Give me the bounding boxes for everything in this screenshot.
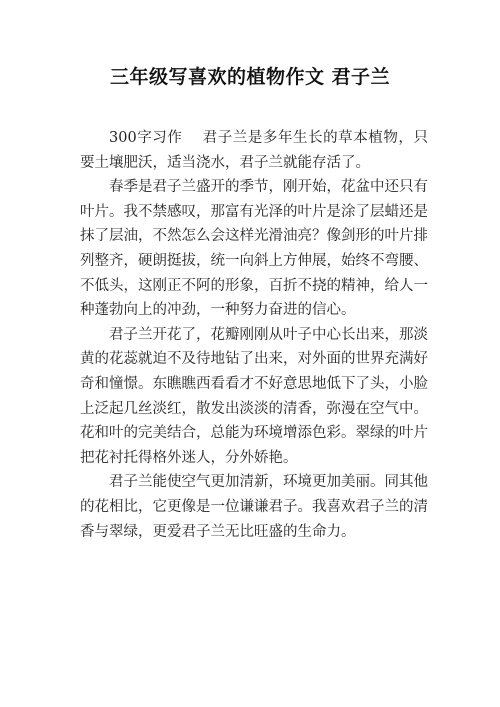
paragraph-4: 君子兰能使空气更加清新，环境更加美丽。同其他的花相比，它更像是一位谦谦君子。我喜欢君子兰的清香与翠绿，更爱君子兰无比旺盛的生命力。 xyxy=(80,474,428,540)
paragraph-3: 君子兰开花了，花瓣刚刚从叶子中心长出来，那淡黄的花蕊就迫不及待地钻了出来，对外面的世界充满好奇和憧憬。东瞧瞧西看看才不好意思地低下了头，小脸上泛起几丝淡红，散发出淡淡的清香，弥漫在空气中。花和叶的完美结合，总能为环境增添色彩。翠绿的叶片把花衬托得格外迷人，分外娇艳。 xyxy=(80,326,428,466)
paragraph-2: 春季是君子兰盛开的季节，刚开始，花盆中还只有叶片。我不禁感叹，那富有光泽的叶片是涂了层蜡还是抹了层油，不然怎么会这样光滑油亮？像剑形的叶片排列整齐，硬朗挺拔，统一向斜上方伸展，始终不弯腰、不低头，这刚正不阿的形象，百折不挠的精神，给人一种蓬勃向上的冲劲，一种努力奋进的信心。 xyxy=(80,179,428,319)
document-body xyxy=(80,126,428,544)
document-title: 三年级写喜欢的植物作文 君子兰 xyxy=(109,66,391,88)
paragraph-1: 300字习作 君子兰是多年生长的草本植物，只要土壤肥沃，适当浇水，君子兰就能存活了。 xyxy=(80,130,428,171)
